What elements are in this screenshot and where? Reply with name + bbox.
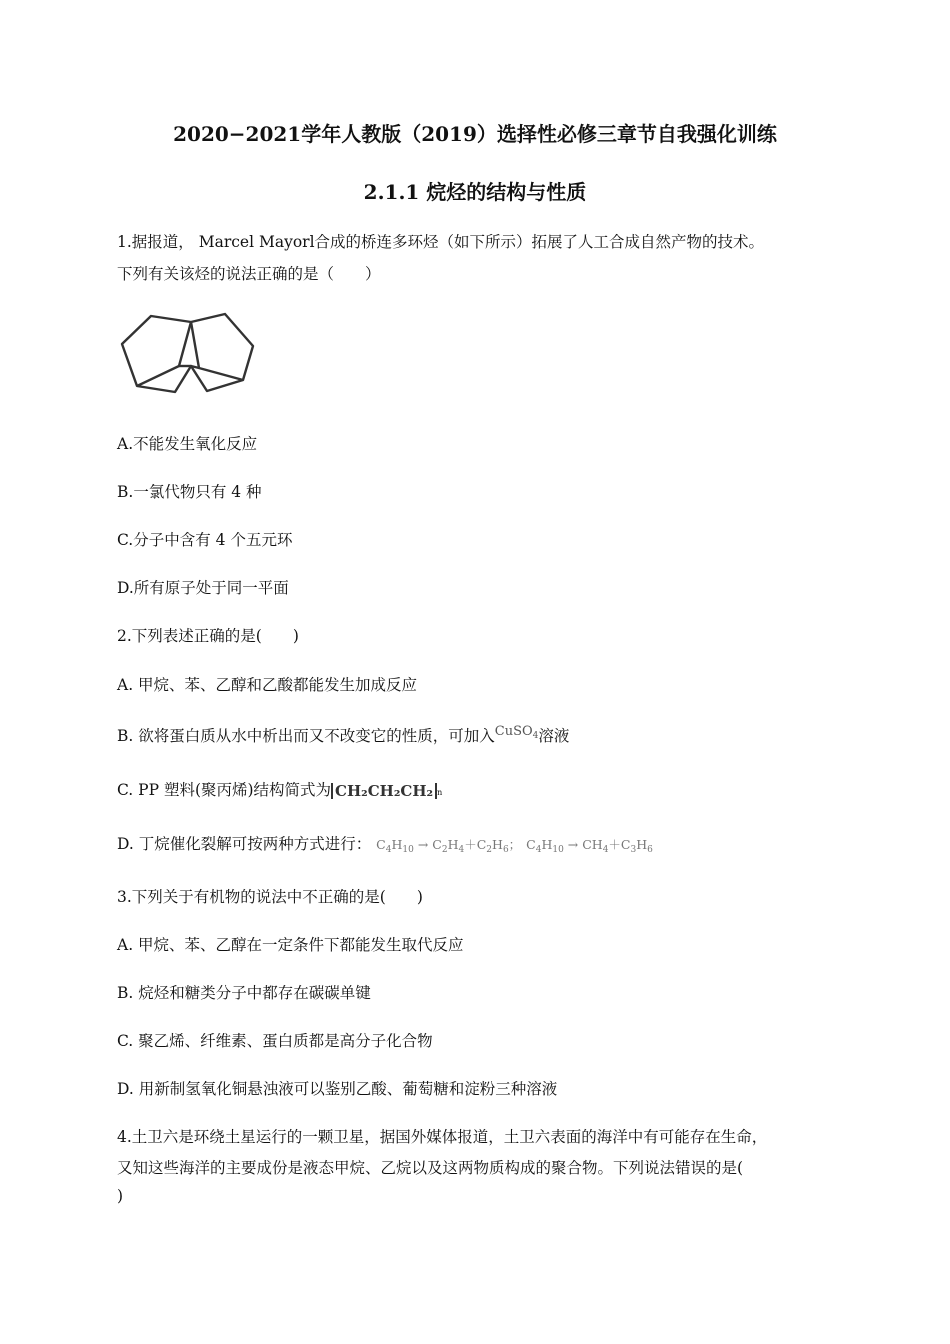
document-title: 2020−2021学年人教版（2019）选择性必修三章节自我强化训练 <box>173 122 777 146</box>
bridged-polycyclic-hydrocarbon-structure <box>117 306 267 396</box>
q2-option-c-text: C. PP 塑料(聚丙烯)结构简式为 <box>117 781 332 799</box>
q1-option-d: D.所有原子处于同一平面 <box>117 579 289 597</box>
butane-cracking-equation-2: $C_4H_{10} \to CH_4+C_3H_6$ <box>526 837 653 855</box>
q4-line3: ) <box>117 1187 124 1205</box>
butane-cracking-equation-1: $C_4H_{10} \to C_2H_4+C_2H_6$； <box>376 837 522 855</box>
q3-option-c: C. 聚乙烯、纤维素、蛋白质都是高分子化合物 <box>117 1032 433 1050</box>
q2-option-d <box>117 832 653 855</box>
section-title: 2.1.1 烷烃的结构与性质 <box>363 180 587 204</box>
cuso4-formula: CuSO4 <box>494 724 539 741</box>
q2-option-c <box>117 778 442 800</box>
q2-option-a: A. 甲烷、苯、乙醇和乙酸都能发生加成反应 <box>117 676 418 694</box>
polypropylene-formula-image: CH₂CH₂CH₂ <box>331 783 437 799</box>
q2-option-d-text: D. 丁烷催化裂解可按两种方式进行： <box>117 835 372 853</box>
q3-option-a: A. 甲烷、苯、乙醇在一定条件下都能发生取代反应 <box>117 936 464 954</box>
q2-option-b <box>117 724 569 747</box>
polymer-n: n <box>437 788 443 797</box>
q1-stem-line2: 下列有关该烃的说法正确的是（ ） <box>117 265 381 283</box>
q1-stem-line1: 1.据报道， Marcel Mayorl合成的桥连多环烃（如下所示）拓展了人工合成自然产物的技术。 <box>117 233 765 251</box>
q2-stem: 2.下列表述正确的是( ) <box>117 627 299 645</box>
q3-stem: 3.下列关于有机物的说法中不正确的是( ) <box>117 888 423 906</box>
q1-option-b: B.一氯代物只有 4 种 <box>117 483 262 501</box>
q4-line1: 4.土卫六是环绕土星运行的一颗卫星，据国外媒体报道，土卫六表面的海洋中有可能存在生命， <box>117 1128 768 1146</box>
q2-option-b-suffix: 溶液 <box>538 727 570 745</box>
q4-line2: 又知这些海洋的主要成份是液态甲烷、乙烷以及这两物质构成的聚合物。下列说法错误的是( <box>117 1159 744 1177</box>
q3-option-b: B. 烷烃和糖类分子中都存在碳碳单键 <box>117 984 371 1002</box>
q3-option-d: D. 用新制氢氧化铜悬浊液可以鉴别乙酸、葡萄糖和淀粉三种溶液 <box>117 1080 558 1098</box>
q2-option-b-text: B. 欲将蛋白质从水中析出而又不改变它的性质，可加入 <box>117 727 495 745</box>
q1-option-c: C.分子中含有 4 个五元环 <box>117 531 293 549</box>
q1-option-a: A.不能发生氧化反应 <box>117 435 258 453</box>
